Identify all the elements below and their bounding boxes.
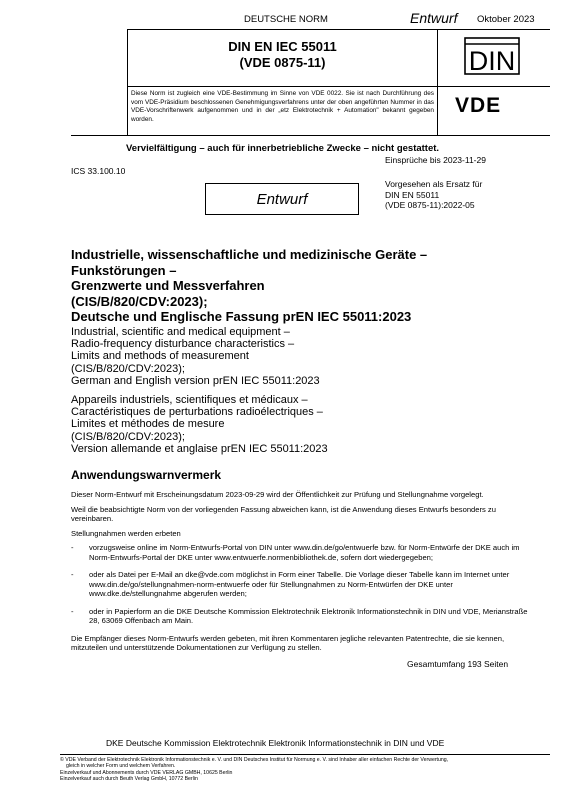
standard-type: DEUTSCHE NORM <box>244 14 328 25</box>
right-frame-line <box>437 29 438 135</box>
warning-body <box>71 490 531 653</box>
title-fr-line1: Appareils industriels, scientifiques et médicaux – <box>71 394 308 406</box>
vde-classification: (VDE 0875-11) <box>239 55 326 70</box>
vde-notice: Diese Norm ist zugleich eine VDE-Bestimmung im Sinne von VDE 0022. Sie ist nach Durchführung des vom VDE-Präsidium beschlossenen Genehmigungsverfahrens unter der oben angeführten Nummer in das VDE-Vorschriftenwerk aufgenommen und in der „etz Elektrotechnik + Automation" bekannt gegeben worden. <box>131 90 434 123</box>
warning-paragraph-4: Die Empfänger dieses Norm-Entwurfs werden gebeten, mit ihren Kommentaren jegliche relevanten Patentrechte, die sie kennen, mitzuteilen und unterstützende Dokumentationen zur Verfügung zu stellen. <box>71 633 505 652</box>
reproduction-notice: Vervielfältigung – auch für innerbetriebliche Zwecke – nicht gestattet. <box>126 143 440 154</box>
title-fr-line3: Limites et méthodes de mesure <box>71 418 225 431</box>
draft-box <box>205 183 359 215</box>
publication-date: Oktober 2023 <box>477 14 535 25</box>
title-de-line2: Funkstörungen – <box>71 262 177 278</box>
frame-bottom <box>71 135 550 136</box>
title-en-line4: (CIS/B/820/CDV:2023); <box>71 362 185 375</box>
draft-box-label: Entwurf <box>256 191 308 208</box>
copyright-footer <box>60 757 550 783</box>
list-item <box>71 570 531 599</box>
title-en-line2: Radio-frequency disturbance characteristics – <box>71 338 295 351</box>
objection-deadline: Einsprüche bis 2023-11-29 <box>385 155 486 165</box>
title-fr-line2: Caractéristiques de perturbations radioélectriques – <box>71 406 323 419</box>
warning-paragraph-2: Weil die beabsichtigte Norm von der vorliegenden Fassung abweichen kann, ist die Anwendung dieses Entwurfs besonders zu vereinbaren. <box>71 504 496 523</box>
list-item-text: oder als Datei per E-Mail an dke@vde.com möglichst in Form einer Tabelle. Die Vorlage dieser Tabelle kann im Internet unter www.din.de/go/stellungnahmen-norm-entwuerfe oder für Stellungnahmen zu Norm-Entwürfen der DKE unter www.dke.de/stellungnahme abgerufen werden; <box>89 570 510 598</box>
warning-paragraph-1: Dieser Norm-Entwurf mit Erscheinungsdatum 2023-09-29 wird der Öffentlichkeit zur Prüfung und Stellungnahme vorgelegt. <box>71 490 484 499</box>
list-item <box>71 607 531 626</box>
sales-line2: Einzelverkauf auch durch Beuth Verlag GmbH, 10772 Berlin <box>60 776 198 783</box>
title-fr-line4: (CIS/B/820/CDV:2023); <box>71 430 185 443</box>
list-dash: - <box>71 543 74 552</box>
title-fr-line5: Version allemande et anglaise prEN IEC 55011:2023 <box>71 442 328 455</box>
draft-status: Entwurf <box>410 10 458 26</box>
title-en-line1: Industrial, scientific and medical equipment – <box>71 326 290 338</box>
title-english <box>71 326 531 387</box>
list-dash: - <box>71 606 74 616</box>
title-de-line5: Deutsche und Englische Fassung prEN IEC 55011:2023 <box>71 309 412 324</box>
warning-heading: Anwendungswarnvermerk <box>71 468 222 482</box>
title-en-line5: German and English version prEN IEC 55011:2023 <box>71 374 320 387</box>
replacement-info <box>385 179 482 211</box>
total-pages: Gesamtumfang 193 Seiten <box>407 659 509 669</box>
footer-rule <box>60 754 550 755</box>
list-item-text: oder in Papierform an die DKE Deutsche Kommission Elektrotechnik Elektronik Informationstechnik in DIN und VDE, Merianstraße 28, 63069 Offenbach am Main. <box>89 606 528 625</box>
din-logo-text: DIN <box>468 46 516 75</box>
copyright-line2: gleich in welcher Form und welchem Verfahren. <box>66 763 176 770</box>
title-de-line3: Grenzwerte und Messverfahren <box>71 278 265 293</box>
title-french <box>71 394 531 455</box>
designation-number: DIN EN IEC 55011 <box>228 39 337 54</box>
title-de-line4: (CIS/B/820/CDV:2023); <box>71 293 208 309</box>
designation <box>128 39 437 71</box>
din-logo <box>464 37 520 75</box>
ics-code: ICS 33.100.10 <box>71 166 126 176</box>
committee: DKE Deutsche Kommission Elektrotechnik Elektronik Informationstechnik in DIN und VDE <box>106 738 445 748</box>
top-border <box>128 29 550 30</box>
vde-logo: VDE <box>455 94 502 117</box>
title-german <box>71 247 531 325</box>
list-item-text: vorzugsweise online im Norm-Entwurfs-Portal von DIN unter www.din.de/go/entwuerfe bzw. für Norm-Entwürfe der DKE auch im Norm-Entwurfs-Portal der DKE unter www.entwuerfe.normenbibliothek.de, sofern dort wiedergegeben; <box>89 543 520 562</box>
replacement-line1: Vorgesehen als Ersatz für <box>385 179 483 189</box>
comment-channels-list <box>71 543 531 626</box>
list-item <box>71 543 531 562</box>
copyright-line1: © VDE Verband der Elektrotechnik Elektronik Informationstechnik e. V. und DIN Deutsches Institut für Normung e. V. sind Inhaber aller einfachen Rechte der Verwertung, <box>60 757 449 763</box>
warning-paragraph-3: Stellungnahmen werden erbeten <box>71 528 181 538</box>
replacement-line3: (VDE 0875-11):2022-05 <box>385 200 475 210</box>
title-de-line1: Industrielle, wissenschaftliche und medizinische Geräte – <box>71 247 428 262</box>
designation-divider <box>128 86 550 87</box>
title-en-line3: Limits and methods of measurement <box>71 350 249 363</box>
sales-line1: Einzelverkauf und Abonnements durch VDE VERLAG GMBH, 10625 Berlin <box>60 769 233 776</box>
replacement-line2: DIN EN 55011 <box>385 189 440 200</box>
list-dash: - <box>71 570 74 579</box>
